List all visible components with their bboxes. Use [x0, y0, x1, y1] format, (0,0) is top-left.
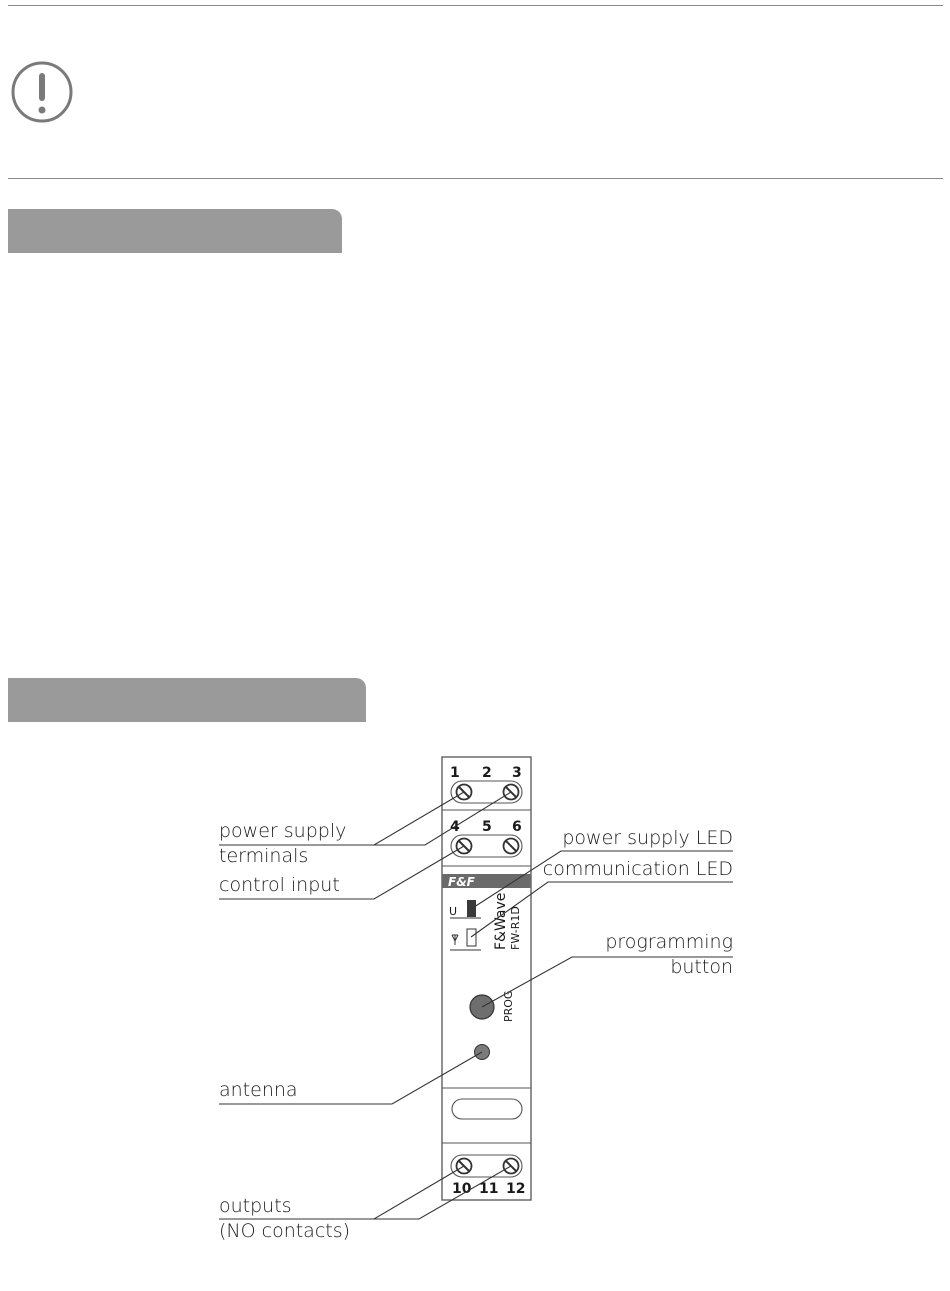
- section-header-bar-1: [8, 209, 342, 253]
- device-drawing: [0, 740, 950, 1280]
- terminal-number-5: 5: [482, 819, 492, 835]
- label-control-input: control input: [219, 874, 340, 896]
- terminal-number-1: 1: [450, 765, 460, 781]
- label-slot: [452, 1099, 522, 1119]
- communication-led: [467, 929, 476, 946]
- led-u-label: U: [449, 905, 458, 918]
- label-antenna: antenna: [219, 1079, 298, 1101]
- terminal-number-10: 10: [452, 1181, 472, 1197]
- device-diagram: [0, 740, 950, 1280]
- label-power-supply-terminals: [219, 819, 346, 869]
- label-power-supply-led: power supply LED: [562, 827, 733, 849]
- label-line: button: [670, 956, 733, 978]
- terminal-number-4: 4: [450, 819, 460, 835]
- brand-logo: F&F: [448, 875, 475, 889]
- label-communication-led: communication LED: [542, 858, 733, 880]
- terminal-number-12: 12: [506, 1181, 526, 1197]
- screw-icon: [504, 839, 519, 854]
- label-line: power supply: [219, 820, 347, 842]
- label-outputs: [219, 1194, 350, 1244]
- terminal-number-11: 11: [479, 1181, 499, 1197]
- model-text: FW-R1D: [509, 906, 522, 950]
- exclamation-circle-icon: [10, 60, 74, 124]
- section-header-bar-2: [8, 678, 366, 722]
- label-line: outputs: [219, 1195, 292, 1217]
- label-line: programming: [605, 931, 733, 953]
- label-line: (NO contacts): [219, 1220, 351, 1242]
- label-line: terminals: [219, 845, 309, 867]
- brand-text: F&Wave: [493, 892, 509, 950]
- label-programming-button: [605, 930, 733, 980]
- section-divider: [8, 178, 943, 179]
- terminal-number-6: 6: [512, 819, 522, 835]
- terminal-number-2: 2: [482, 765, 492, 781]
- top-divider: [8, 5, 943, 6]
- terminal-number-3: 3: [512, 765, 522, 781]
- prog-label: PROG: [502, 990, 515, 1022]
